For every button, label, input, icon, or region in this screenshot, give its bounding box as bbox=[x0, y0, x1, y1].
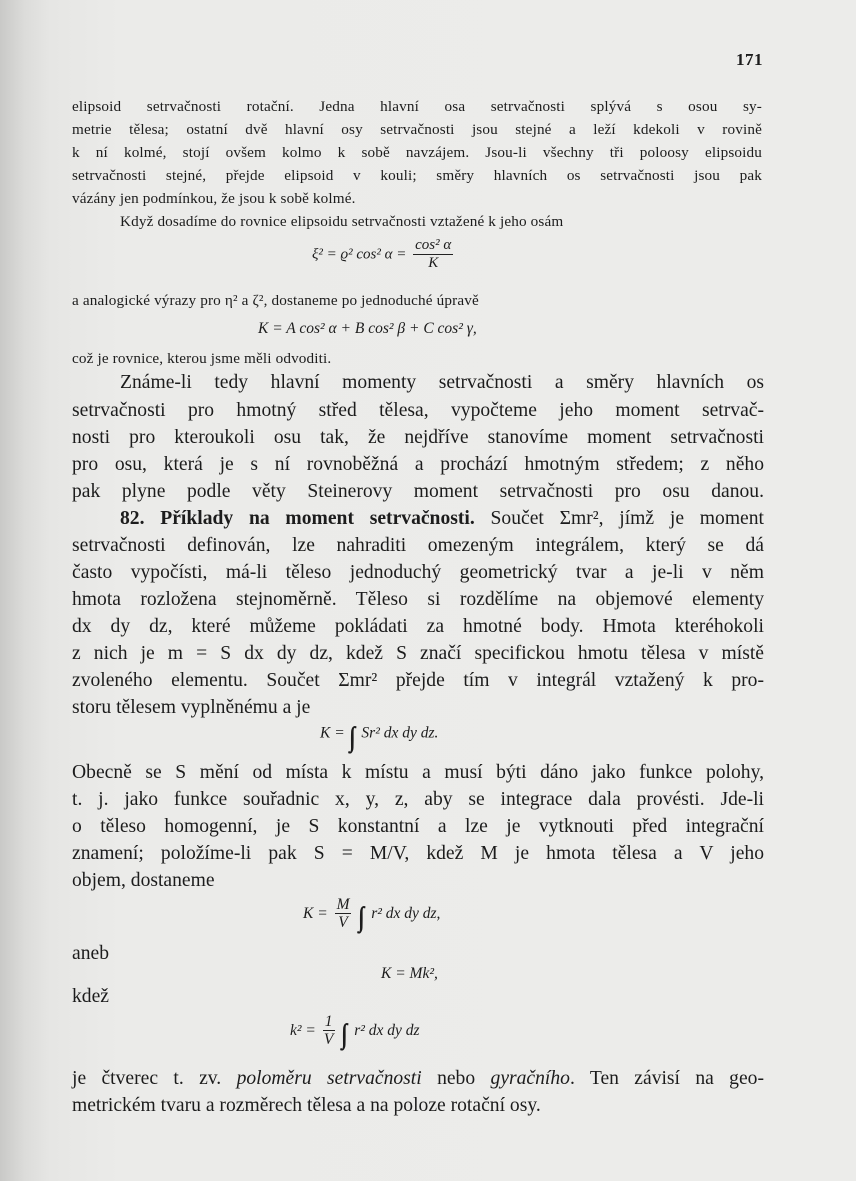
equation-K-homogeneous bbox=[303, 897, 440, 934]
text-line: znamení; položíme-li pak S = M/V, kdež M je hmota tělesa a V jeho bbox=[72, 843, 764, 864]
triple-integral-sign: ∫∫∫ bbox=[348, 722, 351, 753]
text-line: zvoleného elementu. Součet Σmr² přejde tím v integrál vztažený k pro- bbox=[72, 670, 764, 691]
section-heading-line bbox=[120, 508, 764, 530]
text-line: t. j. jako funkce souřadnic x, y, z, aby se integrace dala provésti. Jde-li bbox=[72, 789, 764, 810]
text-line: z nich je m = S dx dy dz, kdež S značí specifickou hmotu tělesa v místě bbox=[72, 643, 764, 664]
equation-lhs: k² = bbox=[290, 1022, 316, 1040]
text-word: kdež bbox=[72, 986, 109, 1007]
equation-K-triple-integral bbox=[320, 722, 438, 754]
text-span: nebo bbox=[437, 1068, 476, 1089]
text-line: pak plyne podle věty Steinerovy moment setrvačnosti pro osu danou. bbox=[72, 481, 764, 502]
text-span: je čtverec t. zv. bbox=[72, 1068, 222, 1089]
fraction-numerator: M bbox=[336, 896, 350, 913]
equation-lhs: K = bbox=[320, 724, 345, 742]
fraction bbox=[335, 897, 352, 932]
fraction-denominator: K bbox=[428, 254, 439, 271]
equation-rhs: r² dx dy dz, bbox=[371, 905, 441, 923]
text-span: . Ten závisí na geo- bbox=[569, 1068, 765, 1089]
text-line: pro osu, která je s ní rovnoběžná a prochází hmotným středem; z něho bbox=[72, 454, 764, 475]
text-line: setrvačnosti definován, lze nahraditi omezeným integrálem, který se dá bbox=[72, 535, 764, 556]
text-line: objem, dostaneme bbox=[72, 870, 215, 891]
equation-k2-radius-gyration bbox=[290, 1014, 420, 1051]
section-number: 82. bbox=[120, 508, 145, 529]
text-line: Když dosadíme do rovnice elipsoidu setrvačnosti vztažené k jeho osám bbox=[120, 213, 564, 230]
text-line: setrvačnosti pro hmotný střed tělesa, vypočteme jeho moment setrvač- bbox=[72, 400, 764, 421]
text-line: což je rovnice, kterou jsme měli odvoditi. bbox=[72, 350, 332, 367]
text-line: metrie tělesa; ostatní dvě hlavní osy setrvačnosti jsou stejné a leží kdekoli v rovině bbox=[72, 121, 762, 138]
fraction-denominator: V bbox=[323, 1031, 334, 1049]
italic-term: poloměru setrvačnosti bbox=[236, 1068, 422, 1089]
page-number: 171 bbox=[736, 50, 763, 69]
text-line bbox=[72, 1068, 764, 1090]
text-line: nosti pro kteroukoli osu tak, že nejdříve stanovíme moment setrvačnosti bbox=[72, 427, 764, 448]
equation-ellipsoid-substitution bbox=[312, 238, 456, 272]
fraction bbox=[413, 238, 453, 272]
text-line: a analogické výrazy pro η² a ζ², dostaneme po jednoduché úpravě bbox=[72, 292, 479, 309]
equation-lhs: K = bbox=[303, 905, 328, 923]
text-line: metrickém tvaru a rozměrech tělesa a na poloze rotační osy. bbox=[72, 1095, 541, 1116]
equation-rhs: r² dx dy dz bbox=[354, 1022, 420, 1040]
fraction-numerator: 1 bbox=[324, 1013, 333, 1030]
equation-lhs: ξ² = ϱ² cos² α = bbox=[312, 246, 407, 263]
text-line: vázány jen podmínkou, že jsou k sobě kolmé. bbox=[72, 190, 356, 207]
italic-term: gyračního bbox=[490, 1068, 570, 1089]
text-line: hmota rozložena stejnoměrně. Těleso si rozdělíme na objemové elementy bbox=[72, 589, 764, 610]
equation-K-general: K = A cos² α + B cos² β + C cos² γ, bbox=[258, 320, 477, 337]
fraction-denominator: V bbox=[338, 914, 348, 932]
fraction bbox=[323, 1014, 335, 1049]
text-line: Obecně se S mění od místa k místu a musí býti dáno jako funkce polohy, bbox=[72, 762, 764, 783]
text-line: dx dy dz, které můžeme pokládati za hmotné body. Hmota kteréhokoli bbox=[72, 616, 764, 637]
section-first-line: Součet Σmr², jímž je moment bbox=[490, 508, 764, 529]
text-line: Známe-li tedy hlavní momenty setrvačnosti a směry hlavních os bbox=[120, 372, 764, 393]
equation-rhs: Sr² dx dy dz. bbox=[361, 724, 439, 742]
text-line: setrvačnosti stejné, přejde elipsoid v kouli; směry hlavních os setrvačnosti jsou pak bbox=[72, 167, 762, 184]
text-line: o těleso homogenní, je S konstantní a lze je vytknouti před integrační bbox=[72, 816, 764, 837]
text-line: často vypočísti, má-li těleso jednoduchý geometrický tvar a je-li v něm bbox=[72, 562, 764, 583]
text-word: aneb bbox=[72, 943, 109, 964]
equation-K-Mk2: K = Mk², bbox=[381, 965, 438, 982]
text-line: storu tělesem vyplněnému a je bbox=[72, 697, 311, 718]
triple-integral-sign: ∫∫∫ bbox=[358, 902, 361, 934]
text-line: elipsoid setrvačnosti rotační. Jedna hlavní osa setrvačnosti splývá s osou sy- bbox=[72, 98, 762, 115]
section-title: Příklady na moment setrvačnosti. bbox=[160, 508, 475, 529]
triple-integral-sign: ∫∫∫ bbox=[341, 1019, 344, 1051]
text-line: k ní kolmé, stojí ovšem kolmo k sobě navzájem. Jsou-li všechny tři poloosy elipsoidu bbox=[72, 144, 762, 161]
fraction-numerator: cos² α bbox=[415, 237, 452, 253]
